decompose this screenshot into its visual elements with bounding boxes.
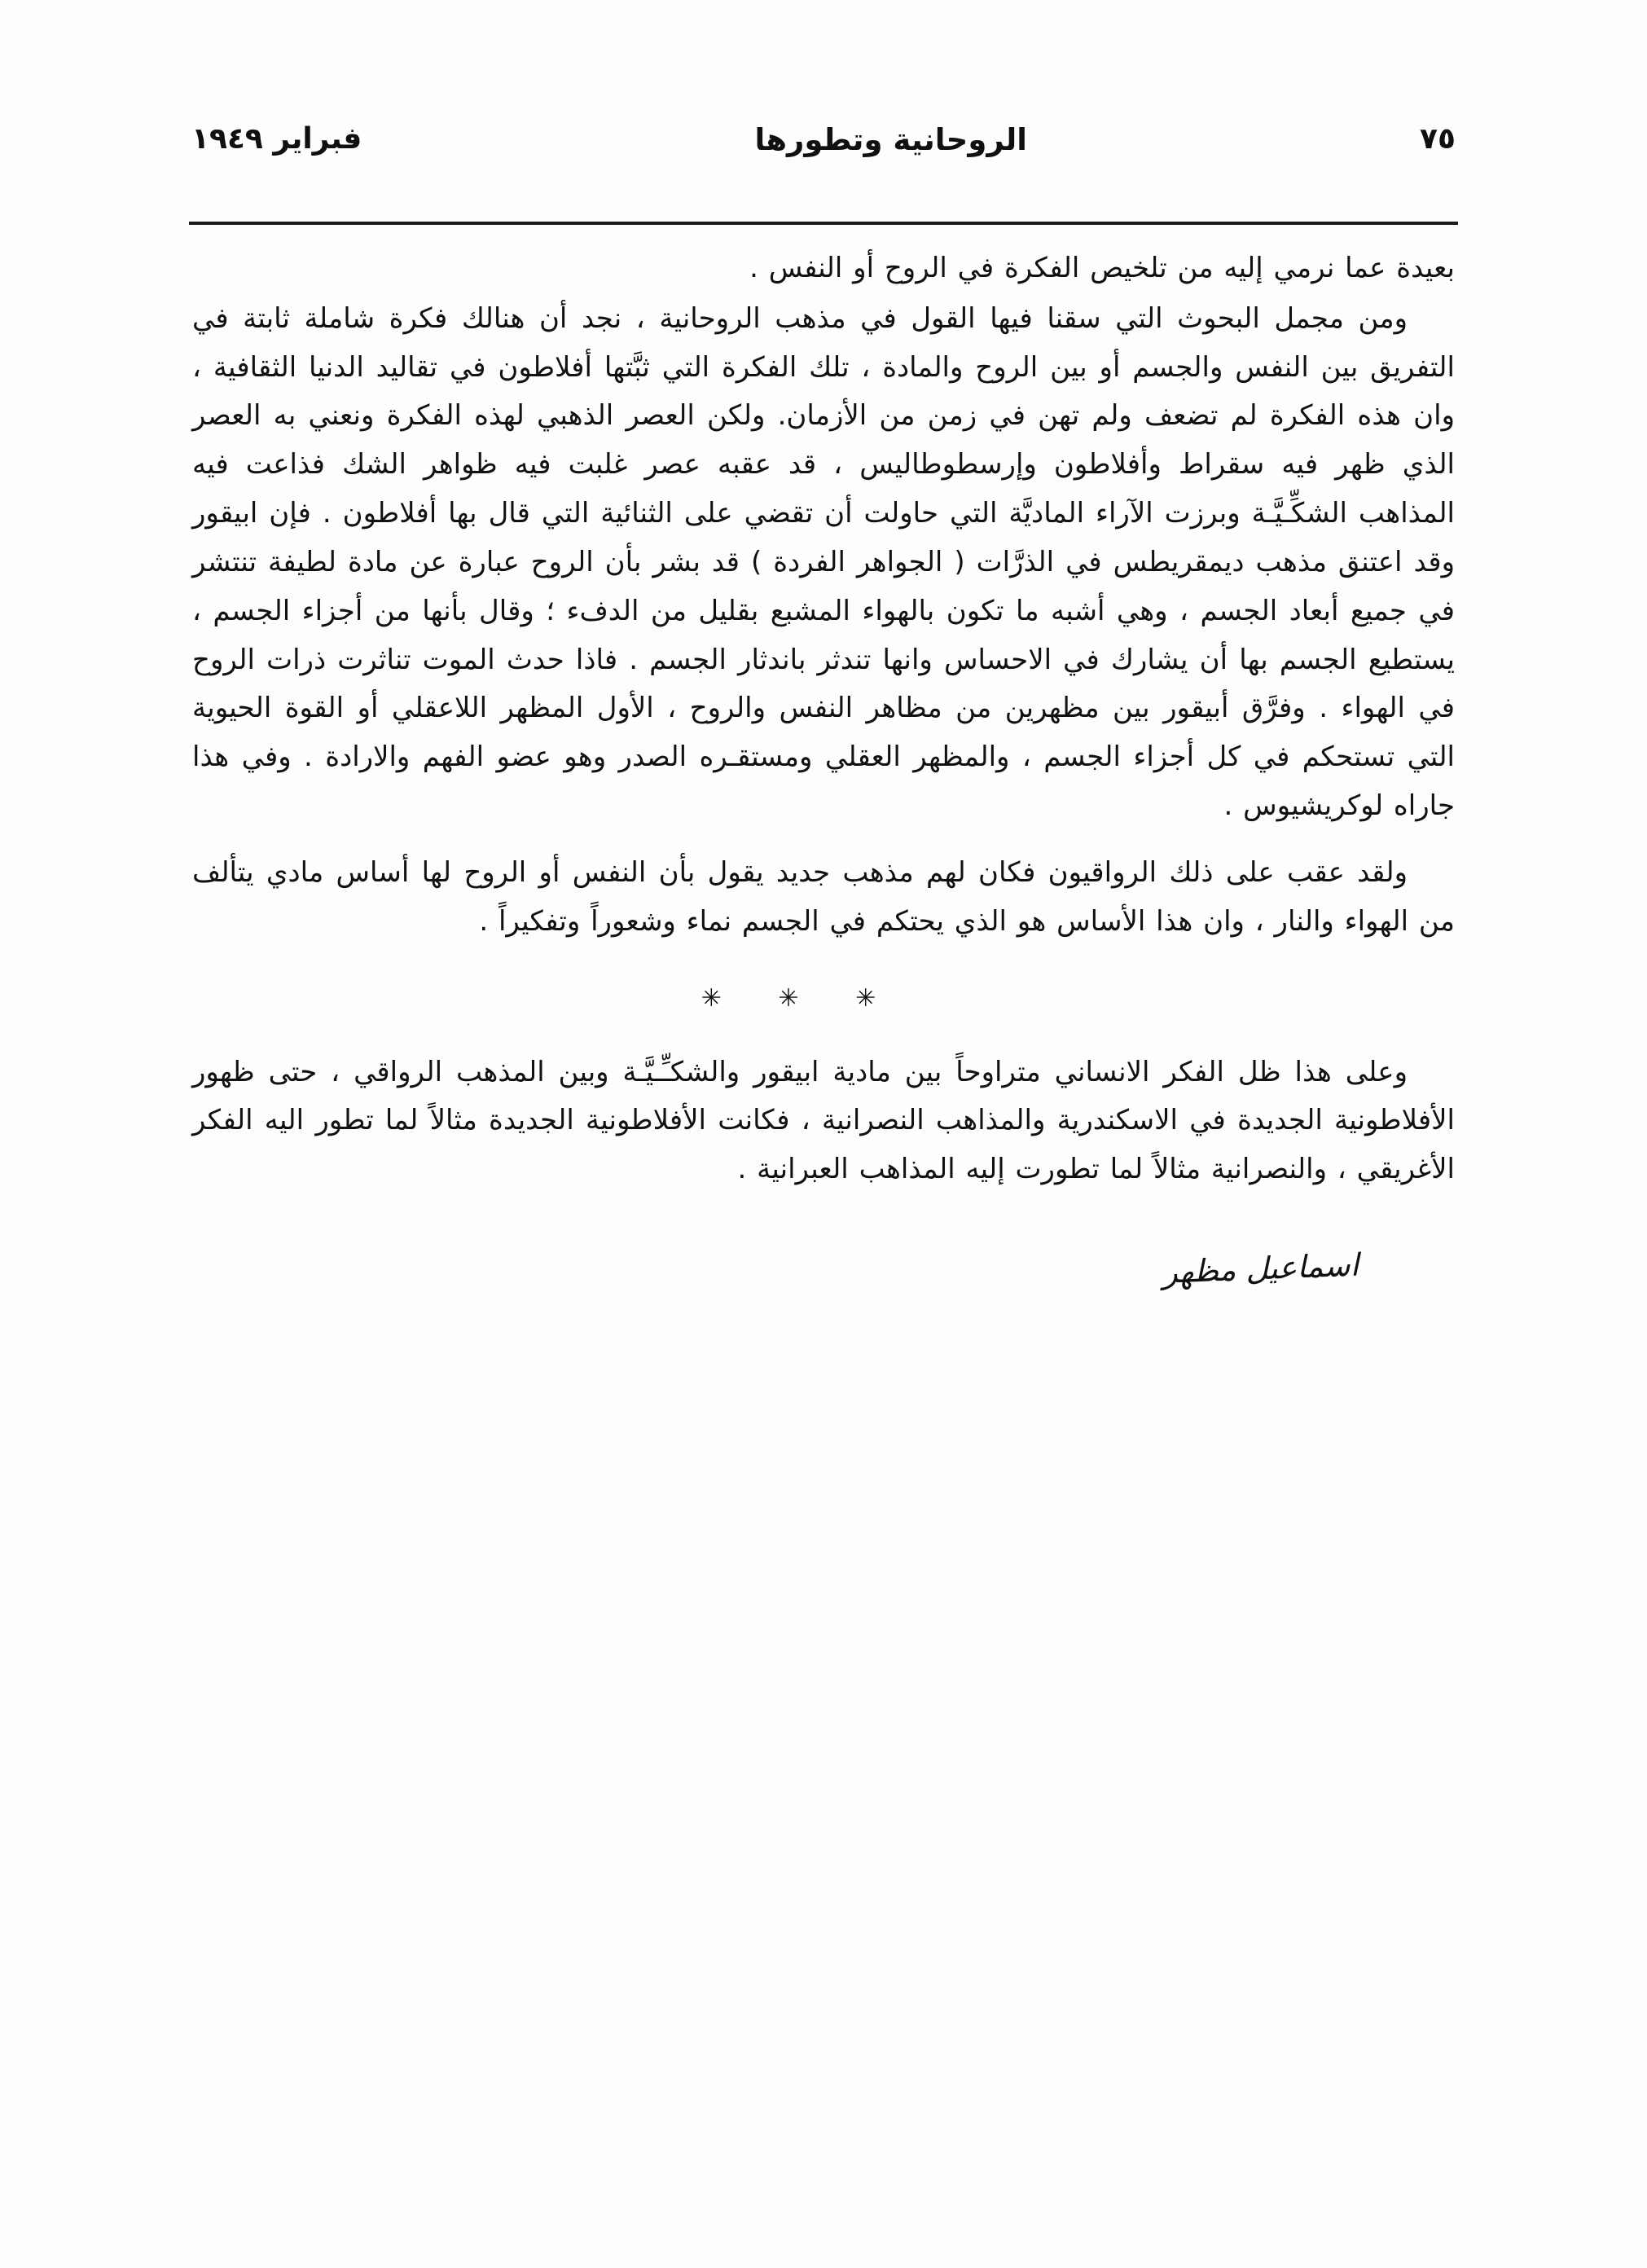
- paragraph: ولقد عقب على ذلك الرواقيون فكان لهم مذهب جديد يقول بأن النفس أو الروح لها أساس مادي يتألف من الهواء والنار ، وان هذا الأساس هو الذي يحتكم في الجسم نماء وشعوراً وتفكيراً .: [192, 855, 1455, 938]
- ornament-glyphs: ✳ ✳ ✳: [701, 983, 901, 1013]
- header-divider: [189, 222, 1458, 225]
- running-title: الروحانية وتطورها: [754, 122, 1027, 157]
- page-content: [192, 244, 1455, 1290]
- page-header: [191, 122, 1456, 187]
- paragraph: ومن مجمل البحوث التي سقنا فيها القول في مذهب الروحانية ، نجد أن هنالك فكرة شاملة ثابتة في التفريق بين النفس والجسم أو بين الروح والمادة ، تلك الفكرة التي ثبَّتها أفلاطون في تقاليد الدنيا الثقافية ، وان هذه الفكرة لم تضعف ولم تهن في زمن من الأزمان. ولكن العصر الذهبي لهذه الفكرة ونعني به العصر الذي ظهر فيه سقراط وأفلاطون وإرسطوطاليس ، قد عقبه عصر غلبت فيه ظواهر الشك فذاعت فيه المذاهب الشكِّـيَّـة وبرزت الآراء الماديَّة التي حاولت أن تقضي على الثنائية التي قال بها أفلاطون . فإن ابيقور وقد اعتنق مذهب ديمقريطس في الذرَّات ( الجواهر الفردة ) قد بشر بأن الروح عبارة عن مادة لطيفة تنتشر في جميع أبعاد الجسم ، وهي أشبه ما تكون بالهواء المشبع بقليل من الدفء ؛ وقال بأنها من أجزاء الجسم ، يستطيع الجسم بها أن يشارك في الاحساس وانها تندثر باندثار الجسم . فاذا حدث الموت تناثرت ذرات الروح في الهواء . وفرَّق أبيقور بين مظهرين من مظاهر النفس والروح ، الأول المظهر اللاعقلي أو القوة الحيوية التي تستحكم في كل أجزاء الجسم ، والمظهر العقلي ومستقـره الصدر وهو عضو الفهم والارادة . وفي هذا جاراه لوكريشيوس .: [192, 301, 1455, 823]
- author-signature: اسماعيل مظهر: [1162, 1246, 1359, 1290]
- paragraph: بعيدة عما نرمي إليه من تلخيص الفكرة في الروح أو النفس .: [749, 252, 1455, 284]
- paragraph-gap: [192, 834, 1455, 849]
- paragraph-gap: [192, 1021, 1455, 1048]
- signature-block: [192, 1198, 1455, 1290]
- section-ornament: [192, 984, 1455, 1013]
- paragraph: وعلى هذا ظل الفكر الانساني متراوحاً بين مادية ابيقور والشكـِّـيَّـة وبين المذهب الرواقي ، حتى ظهور الأفلاطونية الجديدة في الاسكندرية والمذاهب النصرانية ، فكانت الأفلاطونية الجديدة مثالاً لما تطور اليه الفكر الأغريقي ، والنصرانية مثالاً لما تطورت إليه المذاهب العبرانية .: [192, 1055, 1455, 1186]
- page-number: ٧٥: [1420, 122, 1456, 156]
- issue-date: فبراير ١٩٤٩: [191, 122, 362, 156]
